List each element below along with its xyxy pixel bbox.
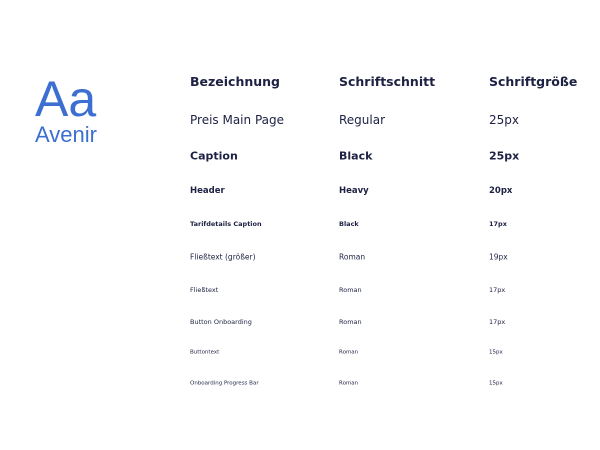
row-name: Fließtext xyxy=(190,285,219,294)
row-name: Button Onboarding xyxy=(190,317,252,326)
row-weight: Black xyxy=(339,219,359,228)
row-weight: Heavy xyxy=(339,185,369,196)
row-name: Caption xyxy=(190,149,238,163)
row-size: 17px xyxy=(489,285,506,294)
row-size: 25px xyxy=(489,149,520,163)
row-weight: Roman xyxy=(339,317,362,326)
row-size: 15px xyxy=(489,349,503,356)
row-name: Onboarding Progress Bar xyxy=(190,380,259,387)
row-size: 25px xyxy=(489,113,519,127)
row-name: Tarifdetails Caption xyxy=(190,219,262,228)
row-name: Fließtext (größer) xyxy=(190,252,256,262)
row-size: 20px xyxy=(489,185,513,196)
row-weight: Roman xyxy=(339,380,359,387)
row-size: 19px xyxy=(489,252,508,262)
specimen-font-name: Avenir xyxy=(35,122,97,147)
row-weight: Roman xyxy=(339,252,366,262)
row-size: 17px xyxy=(489,219,507,228)
row-weight: Black xyxy=(339,149,373,163)
column-header-size: Schriftgröße xyxy=(489,73,578,89)
row-name: Preis Main Page xyxy=(190,113,284,127)
row-weight: Roman xyxy=(339,349,359,356)
row-weight: Regular xyxy=(339,113,386,127)
column-header-weight: Schriftschnitt xyxy=(339,73,436,89)
column-header-name: Bezeichnung xyxy=(190,73,280,89)
specimen-glyph: Aa xyxy=(35,71,97,127)
row-weight: Roman xyxy=(339,285,362,294)
row-size: 17px xyxy=(489,317,506,326)
row-name: Header xyxy=(190,185,225,196)
row-size: 15px xyxy=(489,380,503,387)
row-name: Buttontext xyxy=(190,349,220,356)
